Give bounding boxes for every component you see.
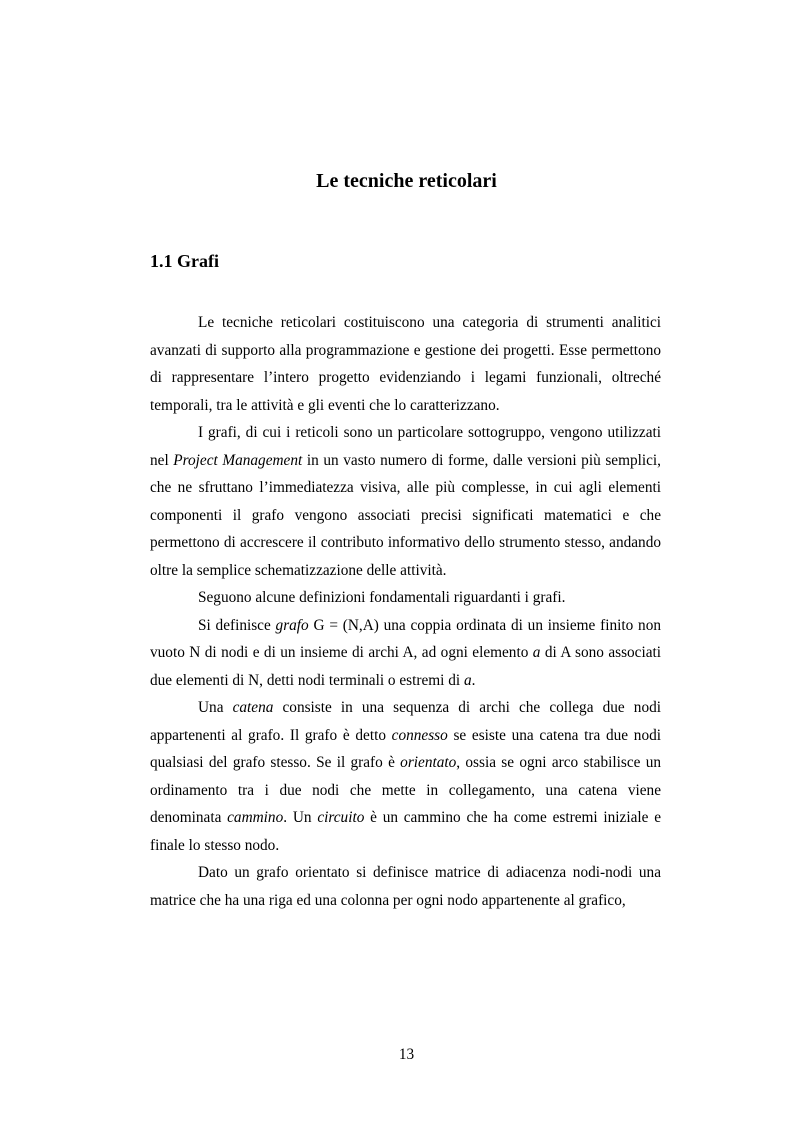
text-run: di A sono associati due elementi di N, detti nodi terminali o estremi di — [150, 644, 662, 689]
text-run: G = (N,A) una coppia ordinata di un insieme finito non vuoto N di nodi e di un insieme di archi A, ad ogni elemento — [150, 616, 661, 661]
text-run: Una — [198, 699, 233, 716]
text-run: Si definisce — [198, 616, 276, 634]
emphasis-cammino: cammino — [227, 809, 284, 826]
text-run: , ossia se ogni arco stabilisce un ordinamento tra i due nodi che mette in collegamento, una catena viene denominata — [150, 754, 661, 826]
emphasis-connesso: connesso — [391, 726, 448, 744]
emphasis-a: a — [532, 644, 541, 661]
chapter-title: Le tecniche reticolari — [316, 170, 497, 192]
paragraph-definizioni: Seguono alcune definizioni fondamentali riguardanti i grafi. — [198, 589, 566, 606]
emphasis-a: a — [463, 671, 472, 689]
paragraph-grafi — [150, 419, 661, 584]
emphasis-orientato: orientato — [400, 754, 457, 771]
text-run: I grafi, di cui i reticoli sono un particolare sottogruppo, vengono utilizzati nel — [150, 424, 661, 469]
emphasis-circuito: circuito — [317, 809, 365, 826]
text-run: è un cammino che ha come estremi iniziale e finale lo stesso nodo. — [150, 809, 661, 854]
text-run: . — [471, 671, 476, 689]
paragraph-grafo — [150, 612, 661, 695]
paragraph-matrice: Dato un grafo orientato si definisce matrice di adiacenza nodi-nodi una matrice che ha una riga ed una colonna per ogni nodo appartenente al grafico, — [150, 864, 661, 909]
emphasis-grafo: grafo — [275, 616, 309, 634]
emphasis-catena: catena — [232, 699, 274, 716]
text-run: . Un — [283, 809, 318, 826]
section-heading: 1.1 Grafi — [150, 251, 219, 271]
emphasis-project-management: Project Management — [173, 451, 303, 469]
paragraph-catena — [150, 694, 661, 859]
paragraph-intro: Le tecniche reticolari costituiscono una categoria di strumenti analitici avanzati di supporto alla programmazione e gestione dei progetti. Esse permettono di rappresentare l’intero progetto evidenziando i legami funzionali, oltreché temporali, tra le attività e gli eventi che lo caratterizzano. — [150, 314, 661, 414]
page-number: 13 — [398, 1046, 415, 1063]
body-text — [150, 309, 661, 914]
text-run: in un vasto numero di forme, dalle versioni più semplici, che ne sfruttano l’immediatezza visiva, alle più complesse, in cui agli elementi componenti il grafo vengono associati precisi significati matematici e che permettono di accrescere il contributo informativo dello strumento stesso, andando oltre la semplice schematizzazione delle attività. — [150, 451, 661, 579]
text-run: se esiste una catena tra due nodi qualsiasi del grafo stesso. Se il grafo è — [150, 726, 661, 771]
text-run: consiste in una sequenza di archi che collega due nodi appartenenti al grafo. Il grafo è detto — [150, 699, 661, 744]
